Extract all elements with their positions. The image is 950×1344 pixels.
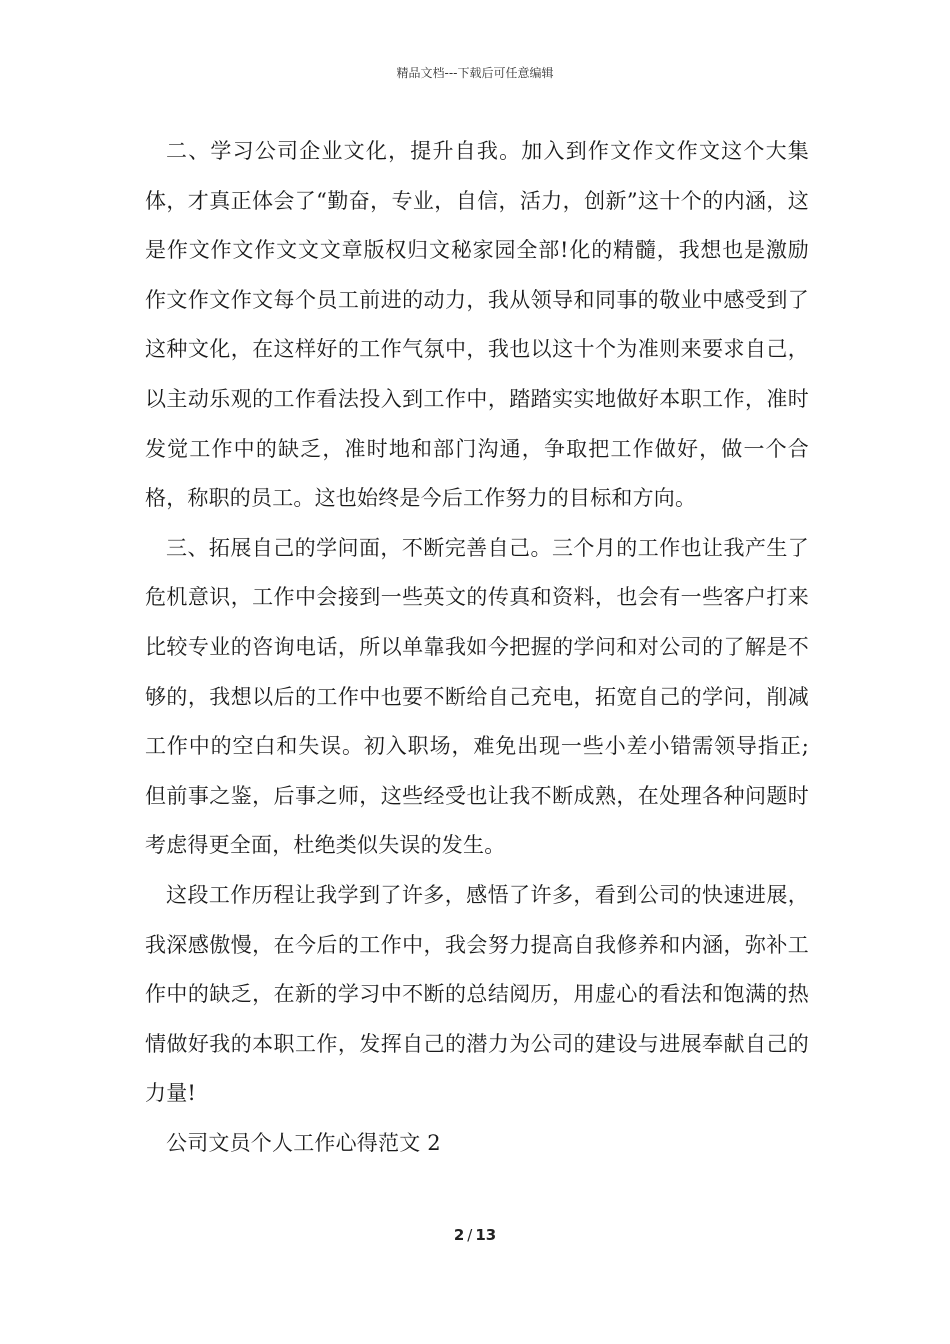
page-header: 精品文档---下载后可任意编辑 bbox=[396, 66, 554, 80]
paragraph-expand-knowledge: 三、拓展自己的学问面，不断完善自己。三个月的工作也让我产生了危机意识，工作中会接到一些英文的传真和资料，也会有一些客户打来比较专业的咨询电话，所以单靠我如今把握的学问和对公司的了解是不够的，我想以后的工作中也要不断给自己充电，拓宽自己的学问，削减工作中的空白和失误。初入职场，难免出现一些小差小错需领导指正;但前事之鉴，后事之师，这些经受也让我不断成熟，在处理各种问题时考虑得更全面，杜绝类似失误的发生。 bbox=[145, 535, 809, 858]
document-body bbox=[145, 127, 809, 1168]
paragraph-learn-culture: 二、学习公司企业文化，提升自我。加入到作文作文作文这个大集体，才真正体会了“勤奋，专业，自信，活力，创新”这十个的内涵，这是作文作文作文文文章版权归文秘家园全部!化的精髓，我想也是激励作文作文作文每个员工前进的动力，我从领导和同事的敬业中感受到了这种文化，在这样好的工作气氛中，我也以这十个为准则来要求自己，以主动乐观的工作看法投入到工作中，踏踏实实地做好本职工作，准时发觉工作中的缺乏，准时地和部门沟通，争取把工作做好，做一个合格，称职的员工。这也始终是今后工作努力的目标和方向。 bbox=[145, 139, 809, 511]
current-page-number: 2 bbox=[453, 1226, 465, 1244]
page-number bbox=[0, 1226, 950, 1244]
paragraph-summary: 这段工作历程让我学到了许多，感悟了许多，看到公司的快速进展，我深感傲慢，在今后的工作中，我会努力提高自我修养和内涵，弥补工作中的缺乏，在新的学习中不断的总结阅历，用虚心的看法和饱满的热情做好我的本职工作，发挥自己的潜力为公司的建设与进展奉献自己的力量! bbox=[145, 882, 809, 1106]
page-separator: / bbox=[467, 1226, 473, 1244]
total-pages-number: 13 bbox=[475, 1226, 497, 1244]
section-title: 公司文员个人工作心得范文 2 bbox=[166, 1130, 441, 1155]
